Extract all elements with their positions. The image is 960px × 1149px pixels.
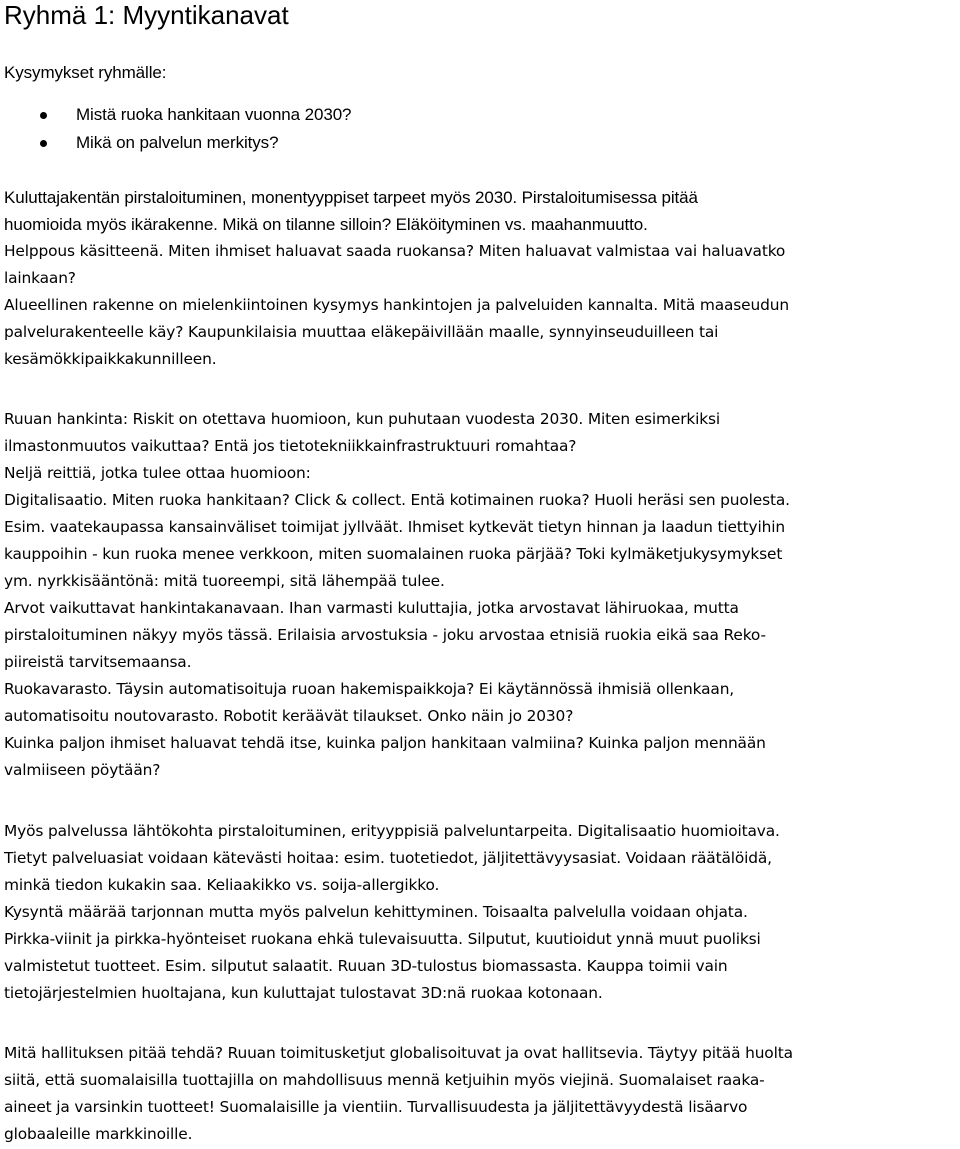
paragraph-line: Alueellinen rakenne on mielenkiintoinen kysymys hankintojen ja palveluiden kannalta. Mitä maaseudun (4, 296, 789, 314)
paragraph-line: tietojärjestelmien huoltajana, kun kuluttajat tulostavat 3D:nä ruokaa kotonaan. (4, 984, 603, 1002)
paragraph-line: Arvot vaikuttavat hankintakanavaan. Ihan varmasti kuluttajia, jotka arvostavat lähiruokaa, mutta (4, 599, 739, 617)
paragraph-line: Myös palvelussa lähtökohta pirstaloituminen, erityyppisiä palveluntarpeita. Digitalisaatio huomioitava. (4, 822, 780, 840)
paragraph-government (4, 1040, 956, 1148)
paragraph-line: Ruokavarasto. Täysin automatisoituja ruoan hakemispaikkoja? Ei käytännössä ihmisiä ollenkaan, (4, 680, 735, 698)
paragraph-line: minkä tiedon kukakin saa. Keliaakikko vs. soija-allergikko. (4, 876, 440, 894)
paragraph-line: Ruuan hankinta: Riskit on otettava huomioon, kun puhutaan vuodesta 2030. Miten esimerkiksi (4, 410, 721, 428)
paragraph-line: ym. nyrkkisääntönä: mitä tuoreempi, sitä lähempää tulee. (4, 572, 445, 590)
paragraph-service (4, 818, 956, 1007)
paragraph-line: Kuluttajakentän pirstaloituminen, monentyyppiset tarpeet myös 2030. Pirstaloitumisessa pitää (4, 188, 698, 207)
bullet-icon (40, 140, 47, 147)
paragraph-line: valmiiseen pöytään? (4, 761, 161, 779)
paragraph-line: kesämökkipaikkakunnilleen. (4, 350, 217, 368)
bullet-icon (40, 112, 47, 119)
paragraph-line: pirstaloituminen näkyy myös tässä. Erilaisia arvostuksia - joku arvostaa etnisiä ruokia eikä saa Reko- (4, 626, 766, 644)
paragraph-food-procurement (4, 406, 956, 784)
list-item (4, 101, 351, 129)
paragraph-line: siitä, että suomalaisilla tuottajilla on mahdollisuus mennä ketjuihin myös viejinä. Suomalaiset raaka- (4, 1071, 765, 1089)
paragraph-line: Digitalisaatio. Miten ruoka hankitaan? Click & collect. Entä kotimainen ruoka? Huoli heräsi sen puolesta. (4, 491, 790, 509)
paragraph-line: Kuinka paljon ihmiset haluavat tehdä itse, kuinka paljon hankitaan valmiina? Kuinka paljon mennään (4, 734, 766, 752)
paragraph-consumer-field (4, 184, 956, 238)
paragraph-line: palvelurakenteelle käy? Kaupunkilaisia muuttaa eläkepäivillään maalle, synnyinseuduilleen tai (4, 323, 719, 341)
paragraph-line: Esim. vaatekaupassa kansainväliset toimijat jyllväät. Ihmiset kytkevät tietyn hinnan ja laadun tiettyihin (4, 518, 785, 536)
question-text: Mikä on palvelun merkitys? (76, 133, 279, 152)
paragraph-line: Helppous käsitteenä. Miten ihmiset haluavat saada ruokansa? Miten haluavat valmistaa vai haluavatko (4, 242, 786, 260)
paragraph-line: Kysyntä määrää tarjonnan mutta myös palvelun kehittyminen. Toisaalta palvelulla voidaan ohjata. (4, 903, 748, 921)
paragraph-line: aineet ja varsinkin tuotteet! Suomalaisille ja vientiin. Turvallisuudesta ja jäljitettävyydestä lisäarvo (4, 1098, 748, 1116)
questions-heading: Kysymykset ryhmälle: (4, 63, 167, 82)
document-page (4, 0, 956, 1143)
paragraph-line: Neljä reittiä, jotka tulee ottaa huomioon: (4, 464, 311, 482)
paragraph-line: piireistä tarvitsemaansa. (4, 653, 192, 671)
paragraph-convenience (4, 238, 956, 373)
paragraph-line: globaaleille markkinoille. (4, 1125, 193, 1143)
paragraph-line: Mitä hallituksen pitää tehdä? Ruuan toimitusketjut globalisoituvat ja ovat hallitsevia. Täytyy pitää huolta (4, 1044, 793, 1062)
paragraph-line: Tietyt palveluasiat voidaan kätevästi hoitaa: esim. tuotetiedot, jäljitettävyysasiat. Voidaan räätälöidä, (4, 849, 772, 867)
paragraph-line: lainkaan? (4, 269, 76, 287)
questions-list (4, 101, 351, 157)
paragraph-line: huomioida myös ikärakenne. Mikä on tilanne silloin? Eläköityminen vs. maahanmuutto. (4, 215, 648, 234)
paragraph-line: kauppoihin - kun ruoka menee verkkoon, miten suomalainen ruoka pärjää? Toki kylmäketjukysymykset (4, 545, 783, 563)
question-text: Mistä ruoka hankitaan vuonna 2030? (76, 105, 352, 124)
list-item (4, 129, 351, 157)
paragraph-line: Pirkka-viinit ja pirkka-hyönteiset ruokana ehkä tulevaisuutta. Silputut, kuutioidut ynnä muut puoliksi (4, 930, 761, 948)
paragraph-line: automatisoitu noutovarasto. Robotit keräävät tilaukset. Onko näin jo 2030? (4, 707, 574, 725)
page-title: Ryhmä 1: Myyntikanavat (4, 0, 289, 30)
paragraph-line: ilmastonmuutos vaikuttaa? Entä jos tietotekniikkainfrastruktuuri romahtaa? (4, 437, 577, 455)
paragraph-line: valmistetut tuotteet. Esim. silputut salaatit. Ruuan 3D-tulostus biomassasta. Kauppa toimii vain (4, 957, 728, 975)
